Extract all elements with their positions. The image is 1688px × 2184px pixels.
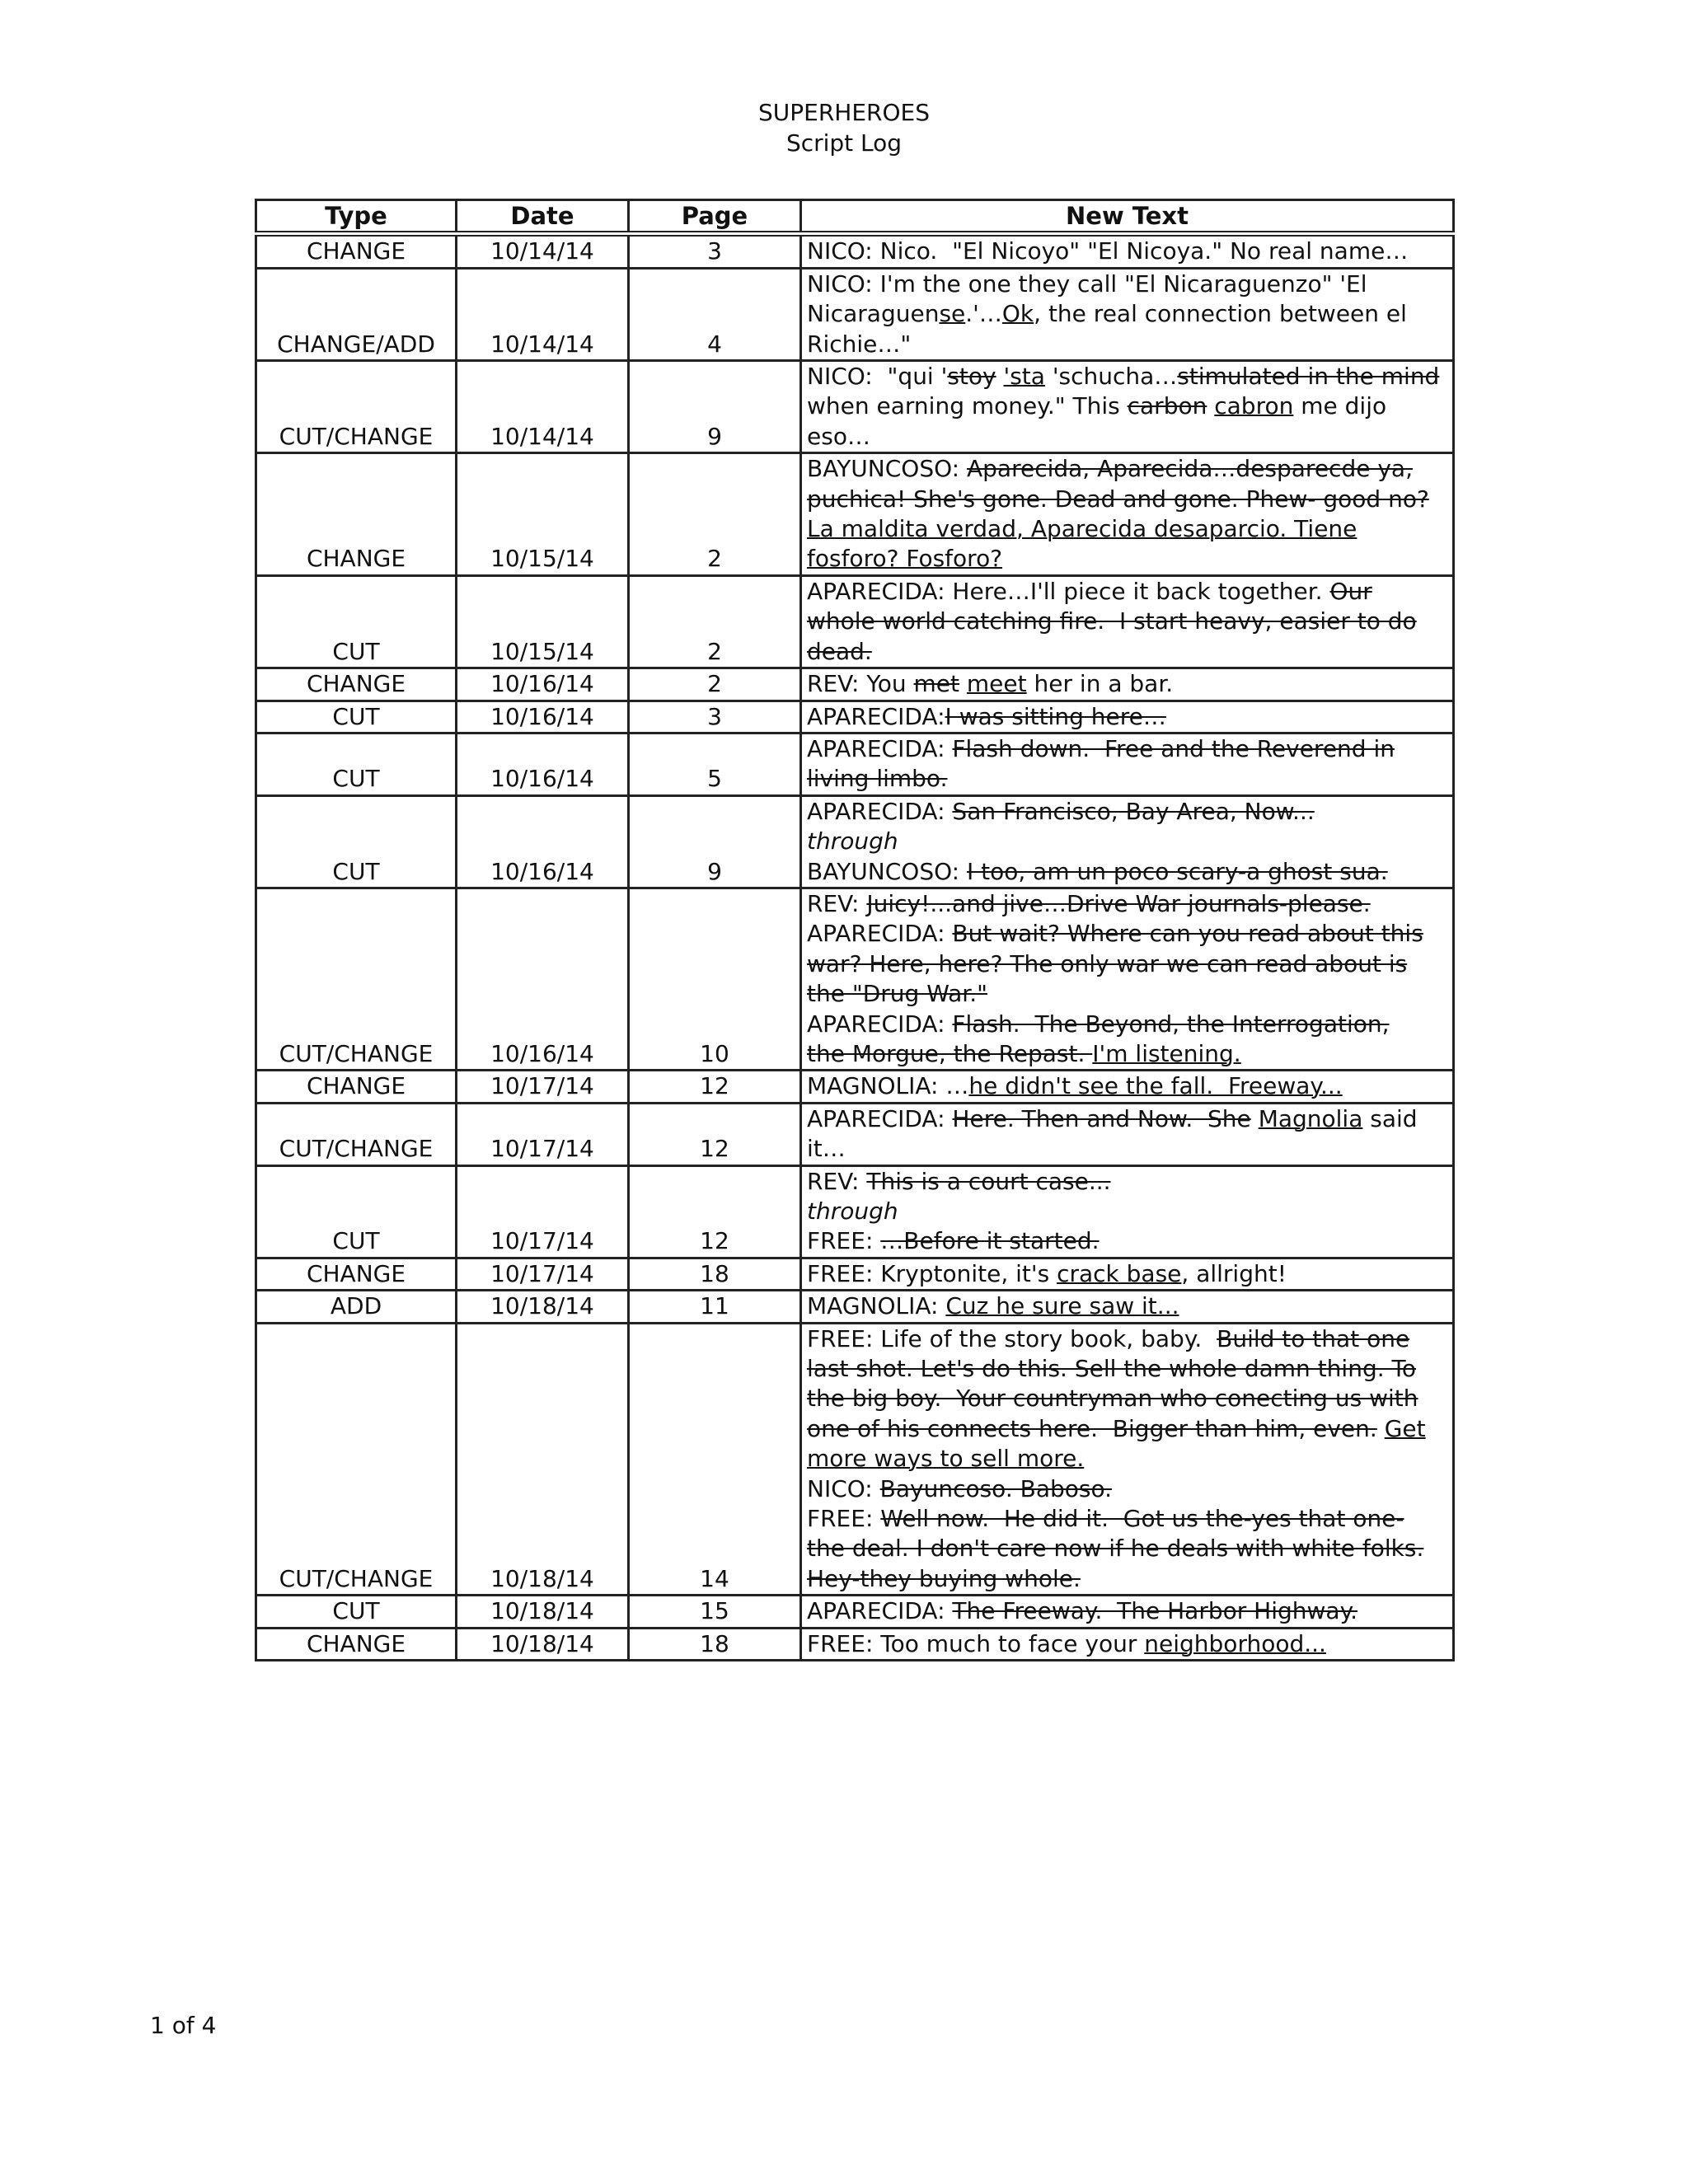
inserted-text: crack base <box>1057 1259 1182 1287</box>
cell-date: 10/14/14 <box>457 268 629 360</box>
cell-new-text <box>801 361 1454 453</box>
text-segment: NICO: "qui ' <box>807 363 948 391</box>
text-line <box>807 1414 1451 1444</box>
text-line <box>807 1167 1451 1197</box>
inserted-text: Ok <box>1001 300 1034 328</box>
inserted-text: neighborhood... <box>1144 1629 1326 1657</box>
struck-text: the Morgue, the Repast. <box>807 1039 1093 1067</box>
text-segment: APARECIDA: <box>807 1104 953 1132</box>
table-row <box>256 234 1454 268</box>
cell-page: 18 <box>629 1628 801 1660</box>
inserted-text: La maldita verdad, Aparecida desaparcio. Tiene <box>807 515 1357 543</box>
text-segment: APARECIDA: <box>807 920 953 948</box>
text-segment: , allright! <box>1181 1259 1287 1287</box>
cell-page: 10 <box>629 888 801 1070</box>
cell-page: 12 <box>629 1165 801 1258</box>
text-line <box>807 1534 1451 1563</box>
text-line <box>807 1354 1451 1384</box>
text-segment <box>1207 392 1214 419</box>
inserted-text: Cuz he sure saw it... <box>945 1292 1179 1320</box>
struck-text: Flash down. Free and the Reverend in <box>952 734 1395 762</box>
cell-date: 10/18/14 <box>457 1291 629 1323</box>
text-line <box>807 857 1451 887</box>
struck-text: I was sitting here… <box>945 702 1166 730</box>
cell-new-text <box>801 1165 1454 1258</box>
text-segment: APARECIDA: <box>807 1597 953 1625</box>
cell-type: CUT <box>256 1596 457 1628</box>
cell-new-text <box>801 575 1454 668</box>
cell-type: CHANGE <box>256 453 457 576</box>
text-line <box>807 1504 1451 1534</box>
text-line <box>807 1564 1451 1594</box>
struck-text: the big boy. Your countryman who conecting us with <box>807 1385 1418 1413</box>
column-header-new-text: New Text <box>801 200 1454 234</box>
text-line <box>807 422 1451 452</box>
text-line <box>807 607 1451 636</box>
text-line <box>807 979 1451 1009</box>
text-line <box>807 637 1451 667</box>
text-segment: NICO: I'm the one they call "El Nicaraguenzo" 'El <box>807 269 1367 298</box>
cell-date: 10/18/14 <box>457 1323 629 1596</box>
struck-text: carbon <box>1127 392 1207 420</box>
cell-page: 4 <box>629 268 801 360</box>
cell-new-text <box>801 1291 1454 1323</box>
text-line <box>807 299 1451 329</box>
struck-text: Flash. The Beyond, the Interrogation, <box>952 1010 1390 1038</box>
cell-date: 10/15/14 <box>457 453 629 576</box>
text-line <box>807 1197 1451 1226</box>
text-segment <box>996 363 1004 390</box>
text-segment: , the real connection between el <box>1034 300 1407 328</box>
cell-new-text <box>801 453 1454 576</box>
text-segment: eso… <box>807 422 870 450</box>
text-line <box>807 237 1451 266</box>
text-line <box>807 1226 1451 1256</box>
text-line <box>807 330 1451 359</box>
cell-page: 2 <box>629 453 801 576</box>
struck-text: Well now. He did it. Got us the-yes that one- <box>880 1505 1404 1533</box>
table-row <box>256 701 1454 733</box>
struck-text: Bayuncoso. Baboso. <box>879 1474 1113 1502</box>
struck-text: last shot. Let's do this. Sell the whole damn thing. To <box>807 1355 1416 1383</box>
text-segment: when earning money." This <box>807 392 1128 420</box>
cell-date: 10/18/14 <box>457 1628 629 1660</box>
struck-text: war? Here, here? The only war we can read about is <box>807 949 1408 977</box>
text-line <box>807 919 1451 949</box>
text-segment: APARECIDA: <box>807 1010 953 1038</box>
text-segment: REV: <box>807 889 867 917</box>
struck-text: stimulated in the mind <box>1177 363 1440 391</box>
document-subtitle: Script Log <box>785 129 903 157</box>
cell-type: ADD <box>256 1291 457 1323</box>
inserted-text: I'm listening. <box>1092 1039 1241 1067</box>
text-segment: MAGNOLIA: <box>807 1292 946 1320</box>
text-line <box>807 485 1451 514</box>
inserted-text: Magnolia <box>1258 1104 1363 1132</box>
text-segment <box>959 670 967 697</box>
cell-type: CHANGE/ADD <box>256 268 457 360</box>
struck-text: Hey-they buying whole. <box>807 1564 1081 1592</box>
text-line <box>807 669 1451 699</box>
inserted-text: Get <box>1384 1414 1426 1442</box>
cell-date: 10/16/14 <box>457 795 629 888</box>
table-row <box>256 1323 1454 1596</box>
text-line <box>807 797 1451 827</box>
cell-new-text <box>801 733 1454 795</box>
cell-new-text <box>801 1103 1454 1165</box>
table-row <box>256 1596 1454 1628</box>
text-segment: through <box>807 1197 898 1225</box>
cell-new-text <box>801 668 1454 701</box>
cell-date: 10/14/14 <box>457 361 629 453</box>
table-row <box>256 268 1454 360</box>
text-segment: Nicaraguen <box>807 300 940 328</box>
cell-page: 11 <box>629 1291 801 1323</box>
cell-date: 10/16/14 <box>457 888 629 1070</box>
text-line <box>807 454 1451 484</box>
table-row <box>256 1103 1454 1165</box>
struck-text: I too, am un poco scary-a ghost sua. <box>966 857 1388 885</box>
text-segment: her in a bar. <box>1026 670 1174 698</box>
text-line <box>807 889 1451 919</box>
cell-type: CHANGE <box>256 1071 457 1103</box>
text-line <box>807 577 1451 607</box>
text-line <box>807 1259 1451 1289</box>
table-row <box>256 575 1454 668</box>
cell-new-text <box>801 234 1454 268</box>
table-body <box>256 234 1454 1661</box>
text-segment: REV: <box>807 1167 867 1195</box>
cell-page: 2 <box>629 668 801 701</box>
struck-text: met <box>913 670 959 698</box>
cell-date: 10/17/14 <box>457 1165 629 1258</box>
struck-text: stoy <box>947 363 996 391</box>
text-segment: said <box>1362 1104 1418 1132</box>
table-row <box>256 1165 1454 1258</box>
cell-page: 15 <box>629 1596 801 1628</box>
table-row <box>256 888 1454 1070</box>
page-number: 1 of 4 <box>150 2012 217 2039</box>
cell-page: 12 <box>629 1071 801 1103</box>
text-segment: .'… <box>965 300 1002 328</box>
cell-type: CHANGE <box>256 1628 457 1660</box>
table-row <box>256 1071 1454 1103</box>
text-line <box>807 1039 1451 1069</box>
cell-page: 18 <box>629 1258 801 1290</box>
cell-date: 10/17/14 <box>457 1258 629 1290</box>
cell-date: 10/16/14 <box>457 733 629 795</box>
struck-text: one of his connects here. Bigger than him, even. <box>807 1414 1377 1442</box>
cell-date: 10/15/14 <box>457 575 629 668</box>
cell-new-text <box>801 1071 1454 1103</box>
text-line <box>807 1134 1451 1164</box>
text-segment: FREE: Kryptonite, it's <box>807 1259 1057 1287</box>
cell-type: CUT <box>256 733 457 795</box>
document-title: SUPERHEROES <box>757 99 930 126</box>
text-segment: Richie…" <box>807 330 912 358</box>
text-line <box>807 514 1451 544</box>
text-segment <box>1377 1415 1385 1442</box>
text-segment: FREE: Too much to face your <box>807 1629 1145 1657</box>
text-line <box>807 1629 1451 1659</box>
struck-text: Build to that one <box>1217 1324 1410 1352</box>
cell-type: CHANGE <box>256 1258 457 1290</box>
text-line <box>807 1291 1451 1321</box>
cell-date: 10/17/14 <box>457 1103 629 1165</box>
cell-type: CUT/CHANGE <box>256 1323 457 1596</box>
text-segment: APARECIDA: <box>807 734 953 762</box>
text-segment: FREE: Life of the story book, baby. <box>807 1324 1217 1352</box>
cell-date: 10/14/14 <box>457 234 629 268</box>
struck-text: puchica! She's gone. Dead and gone. Phew- good no? <box>807 485 1429 513</box>
text-line <box>807 1071 1451 1101</box>
struck-text: This is a court case... <box>866 1167 1111 1195</box>
text-segment: APARECIDA: <box>807 702 945 730</box>
struck-text: living limbo. <box>807 765 948 793</box>
inserted-text: 'sta <box>1003 363 1045 391</box>
document-header <box>0 97 1688 158</box>
cell-new-text <box>801 1323 1454 1596</box>
text-line <box>807 1324 1451 1354</box>
cell-page: 12 <box>629 1103 801 1165</box>
text-line <box>807 1596 1451 1626</box>
text-line <box>807 544 1451 574</box>
text-segment: NICO: Nico. "El Nicoyo" "El Nicoya." No real name… <box>807 237 1409 265</box>
text-segment: 'schucha… <box>1044 363 1178 391</box>
struck-text: the "Drug War." <box>807 980 987 1008</box>
text-line <box>807 1384 1451 1413</box>
cell-new-text <box>801 888 1454 1070</box>
text-line <box>807 1104 1451 1134</box>
cell-new-text <box>801 1628 1454 1660</box>
cell-page: 9 <box>629 361 801 453</box>
struck-text: Our <box>1329 577 1372 605</box>
text-line <box>807 764 1451 794</box>
text-segment: FREE: <box>807 1505 881 1533</box>
cell-type: CUT <box>256 575 457 668</box>
column-header-type: Type <box>256 200 457 234</box>
cell-type: CUT <box>256 1165 457 1258</box>
struck-text: dead. <box>807 637 872 665</box>
cell-type: CHANGE <box>256 668 457 701</box>
cell-new-text <box>801 1596 1454 1628</box>
cell-page: 14 <box>629 1323 801 1596</box>
table-row <box>256 453 1454 576</box>
struck-text: the deal. I don't care now if he deals with white folks. <box>807 1535 1424 1563</box>
inserted-text: fosforo? Fosforo? <box>807 545 1003 573</box>
text-line <box>807 1444 1451 1474</box>
cell-type: CUT/CHANGE <box>256 888 457 1070</box>
inserted-text: se <box>939 300 966 328</box>
table-row <box>256 795 1454 888</box>
table-row <box>256 733 1454 795</box>
text-line <box>807 949 1451 979</box>
table-row <box>256 668 1454 701</box>
table-row <box>256 1258 1454 1290</box>
cell-page: 5 <box>629 733 801 795</box>
cell-page: 3 <box>629 701 801 733</box>
text-line <box>807 362 1451 391</box>
text-segment: REV: You <box>807 670 914 698</box>
cell-date: 10/17/14 <box>457 1071 629 1103</box>
inserted-text: meet <box>966 670 1027 698</box>
cell-type: CUT <box>256 701 457 733</box>
text-segment: FREE: <box>807 1227 881 1255</box>
text-segment: MAGNOLIA: … <box>807 1072 969 1100</box>
table-header-row <box>256 200 1454 234</box>
text-line <box>807 391 1451 421</box>
cell-page: 2 <box>629 575 801 668</box>
cell-date: 10/18/14 <box>457 1596 629 1628</box>
cell-date: 10/16/14 <box>457 701 629 733</box>
struck-text: Juicy!...and jive…Drive War journals-please. <box>866 889 1371 917</box>
text-segment: through <box>807 827 898 855</box>
cell-new-text <box>801 268 1454 360</box>
table-row <box>256 1628 1454 1660</box>
column-header-date: Date <box>457 200 629 234</box>
struck-text: Here. Then and Now. She <box>952 1104 1251 1132</box>
cell-page: 9 <box>629 795 801 888</box>
text-segment: BAYUNCOSO: <box>807 455 967 483</box>
cell-date: 10/16/14 <box>457 668 629 701</box>
text-segment: me dijo <box>1293 392 1387 420</box>
text-segment: APARECIDA: Here…I'll piece it back together. <box>807 577 1330 605</box>
table-row <box>256 1291 1454 1323</box>
text-segment: BAYUNCOSO: <box>807 857 967 885</box>
struck-text: But wait? Where can you read about this <box>952 920 1423 948</box>
cell-type: CHANGE <box>256 234 457 268</box>
text-line <box>807 734 1451 764</box>
column-header-page: Page <box>629 200 801 234</box>
text-segment: NICO: <box>807 1474 880 1502</box>
cell-page: 3 <box>629 234 801 268</box>
text-line <box>807 1010 1451 1039</box>
struck-text: …Before it started. <box>880 1227 1100 1255</box>
script-log-table <box>255 199 1455 1661</box>
text-segment <box>1251 1105 1259 1132</box>
inserted-text: he didn't see the fall. Freeway... <box>968 1072 1343 1100</box>
struck-text: whole world catching fire. I start heavy, easier to do <box>807 607 1417 635</box>
text-segment: it… <box>807 1135 846 1163</box>
text-line <box>807 827 1451 856</box>
cell-new-text <box>801 701 1454 733</box>
text-segment: APARECIDA: <box>807 797 953 825</box>
text-line <box>807 1474 1451 1504</box>
struck-text: Aparecida, Aparecida…desparecde ya, <box>966 455 1413 483</box>
cell-type: CUT/CHANGE <box>256 1103 457 1165</box>
cell-new-text <box>801 1258 1454 1290</box>
struck-text: The Freeway. The Harbor Highway. <box>952 1597 1358 1625</box>
cell-type: CUT <box>256 795 457 888</box>
inserted-text: cabron <box>1214 392 1294 420</box>
cell-type: CUT/CHANGE <box>256 361 457 453</box>
inserted-text: more ways to sell more. <box>807 1445 1085 1473</box>
struck-text: San Francisco, Bay Area, Now... <box>952 797 1315 825</box>
text-line <box>807 269 1451 299</box>
text-line <box>807 702 1451 732</box>
table-row <box>256 361 1454 453</box>
cell-new-text <box>801 795 1454 888</box>
